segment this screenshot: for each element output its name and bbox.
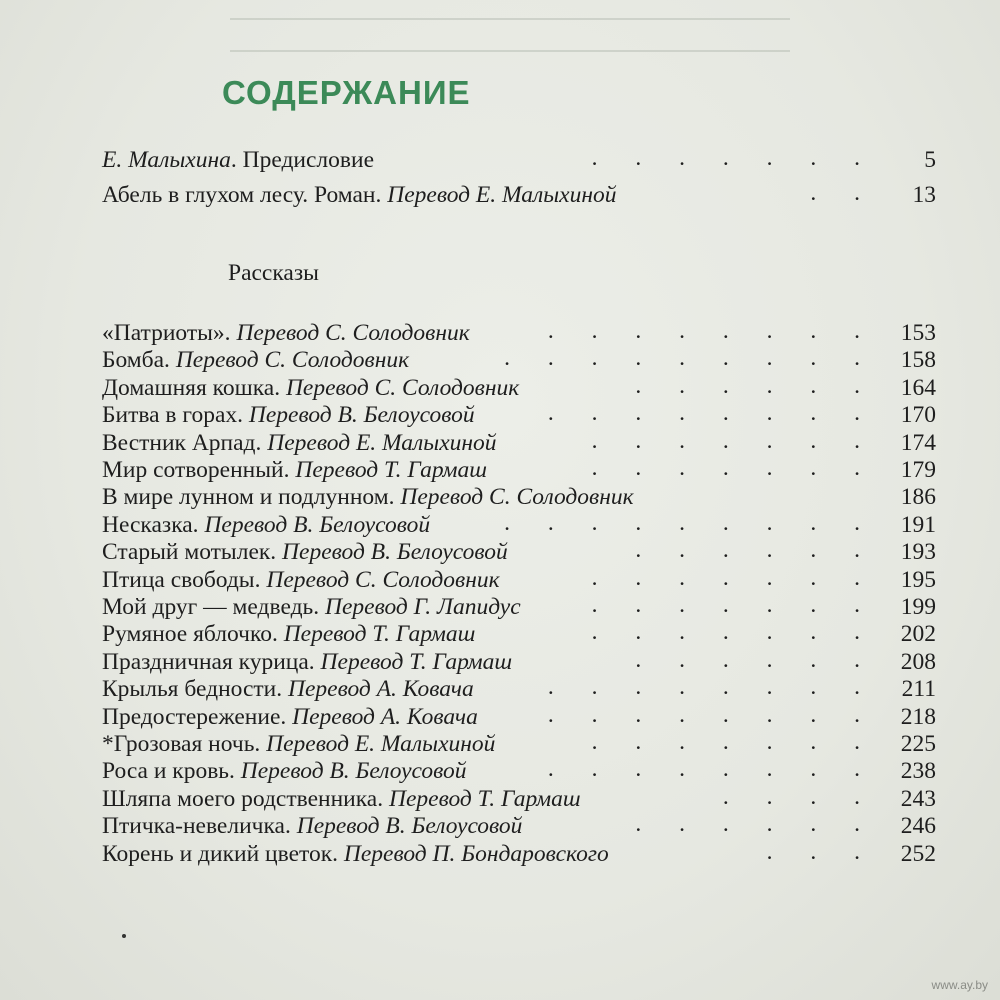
leader-dots: . . .: [766, 838, 876, 865]
story-entry: [102, 401, 936, 429]
entry-translator: Перевод С. Солодовник: [285, 374, 520, 401]
entry-page: 195: [900, 566, 936, 593]
leader-dots: . . . . . . . . .: [504, 509, 876, 536]
entry-translator: Перевод В. Белоусовой: [248, 402, 475, 429]
story-entry: [102, 538, 936, 566]
entry-title: Птичка-невеличка.: [102, 813, 297, 840]
leader-dots: . . . . . . .: [591, 455, 876, 481]
leader-dots: . . . . . . .: [591, 729, 876, 755]
entry-title: Крылья бедности.: [102, 676, 289, 703]
story-entry: [102, 675, 936, 703]
entry-page: 191: [900, 511, 936, 538]
leader-dots: . . . . . . .: [591, 145, 876, 171]
leader-dots: . . . . . . . .: [547, 400, 876, 427]
entry-translator: Перевод Т. Гармаш: [283, 621, 476, 648]
entry-translator: Перевод П. Бондаровского: [343, 840, 609, 867]
entry-page: 164: [900, 374, 936, 401]
entry-translator: Перевод Г. Лапидус: [325, 594, 521, 620]
leader-dots: . . . . . . .: [591, 619, 876, 646]
entry-page: 211: [901, 676, 936, 703]
watermark: www.ay.by: [931, 978, 988, 992]
entry-translator: Перевод С. Солодовник: [400, 484, 634, 511]
leader-dots: . . . . . . . .: [547, 318, 876, 344]
entry-translator: Перевод В. Белоусовой: [296, 813, 523, 840]
entry-page: 186: [900, 484, 936, 511]
entry-page: 13: [912, 182, 936, 208]
story-entry: [102, 429, 936, 457]
leader-dots: . . . .: [722, 783, 876, 810]
entry-title: . Предисловие: [230, 147, 374, 173]
entry-translator: Перевод Т. Гармаш: [320, 648, 513, 675]
leader-dots: . . . . . .: [635, 537, 876, 564]
entry-title: Абель в глухом лесу. Роман.: [102, 182, 388, 208]
ink-dot: [122, 934, 126, 938]
entry-title: Битва в горах.: [102, 402, 249, 429]
entry-page: 208: [900, 648, 936, 675]
entry-title: Праздничная курица.: [102, 648, 321, 675]
entry-title: Бомба.: [102, 347, 176, 374]
leader-dots: . . . . . . .: [591, 564, 876, 591]
section-title: Рассказы: [228, 260, 319, 286]
entry-title: Птица свободы.: [102, 566, 267, 593]
entry-author: Е. Малыхина: [102, 147, 231, 173]
entry-title: Мой друг — медведь.: [102, 594, 325, 620]
entry-translator: Перевод С. Солодовник: [236, 320, 470, 346]
entry-translator: Перевод Т. Гармаш: [295, 457, 487, 483]
entry-title: «Патриоты».: [102, 320, 237, 346]
entry-title: В мире лунном и подлунном.: [102, 484, 401, 511]
entry-page: 225: [900, 731, 936, 757]
entry-page: 199: [900, 594, 936, 620]
entry-translator: Перевод Т. Гармаш: [388, 785, 581, 812]
entry-translator: Перевод С. Солодовник: [175, 347, 410, 374]
entry-page: 193: [900, 539, 936, 566]
entry-page: 252: [900, 840, 936, 867]
front-entry: [102, 181, 936, 209]
entry-translator: Перевод А. Ковача: [288, 676, 474, 703]
entry-translator: Перевод В. Белоусовой: [240, 758, 467, 785]
leader-dots: . . . . . . .: [591, 592, 876, 618]
entry-translator: Перевод Е. Малыхиной: [387, 182, 617, 208]
leader-dots: . . . . . .: [635, 811, 876, 838]
entry-title: Мир сотворенный.: [102, 457, 296, 483]
story-entry: [102, 566, 936, 594]
entry-page: 153: [900, 320, 936, 346]
entry-title: Предостережение.: [102, 703, 293, 730]
entry-page: 174: [900, 429, 936, 456]
story-entry: [102, 319, 936, 347]
entry-translator: Перевод В. Белоусовой: [282, 539, 508, 566]
entry-title: Шляпа моего родственника.: [102, 785, 389, 812]
leader-dots: . . . . . . .: [591, 427, 876, 454]
entry-translator: Перевод Е. Малыхиной: [267, 429, 497, 456]
contents-heading: СОДЕРЖАНИЕ: [222, 74, 471, 111]
entry-page: 170: [900, 402, 936, 429]
leader-dots: . .: [810, 180, 876, 206]
entry-page: 158: [900, 347, 936, 374]
entry-translator: Перевод А. Ковача: [292, 703, 478, 730]
leader-dots: . . . . . . . .: [547, 756, 876, 783]
entry-page: 5: [924, 147, 936, 173]
leader-dots: . . . . . .: [635, 372, 876, 399]
entry-translator: Перевод В. Белоусовой: [204, 511, 431, 538]
entry-title: Домашняя кошка.: [102, 374, 286, 401]
front-entry: [102, 146, 936, 174]
story-entry: [102, 730, 936, 758]
entry-title: *Грозовая ночь.: [102, 731, 267, 757]
entry-page: 238: [900, 758, 936, 785]
story-entry: [102, 840, 936, 868]
entry-title: Несказка.: [102, 511, 205, 538]
story-entry: [102, 703, 936, 731]
story-entry: [102, 374, 936, 402]
entry-title: Румяное яблочко.: [102, 621, 284, 648]
story-entry: [102, 483, 936, 511]
entry-page: 202: [900, 621, 936, 648]
leader-dots: . . . . . . . . .: [504, 345, 876, 372]
entry-page: 246: [900, 813, 936, 840]
story-entry: [102, 511, 936, 539]
leader-dots: . . . . . . . .: [547, 674, 876, 701]
story-entry: [102, 620, 936, 648]
entry-title: Вестник Арпад.: [102, 429, 268, 456]
story-entry: [102, 785, 936, 813]
story-entry: [102, 346, 936, 374]
bleed-through-text: [230, 0, 790, 70]
entry-title: Старый мотылек.: [102, 539, 283, 566]
story-entry: [102, 648, 936, 676]
entry-translator: Перевод С. Солодовник: [266, 566, 500, 593]
entry-page: 243: [900, 785, 936, 812]
story-entry: [102, 812, 936, 840]
entry-translator: Перевод Е. Малыхиной: [266, 731, 496, 757]
entry-title: Корень и дикий цветок.: [102, 840, 344, 867]
entry-title: Роса и кровь.: [102, 758, 241, 785]
entry-page: 218: [900, 703, 936, 730]
entry-page: 179: [900, 457, 936, 483]
leader-dots: . . . . . . . .: [547, 701, 876, 728]
leader-dots: . . . . . .: [635, 646, 876, 673]
story-entry: [102, 456, 936, 484]
story-entry: [102, 757, 936, 785]
story-entry: [102, 593, 936, 621]
